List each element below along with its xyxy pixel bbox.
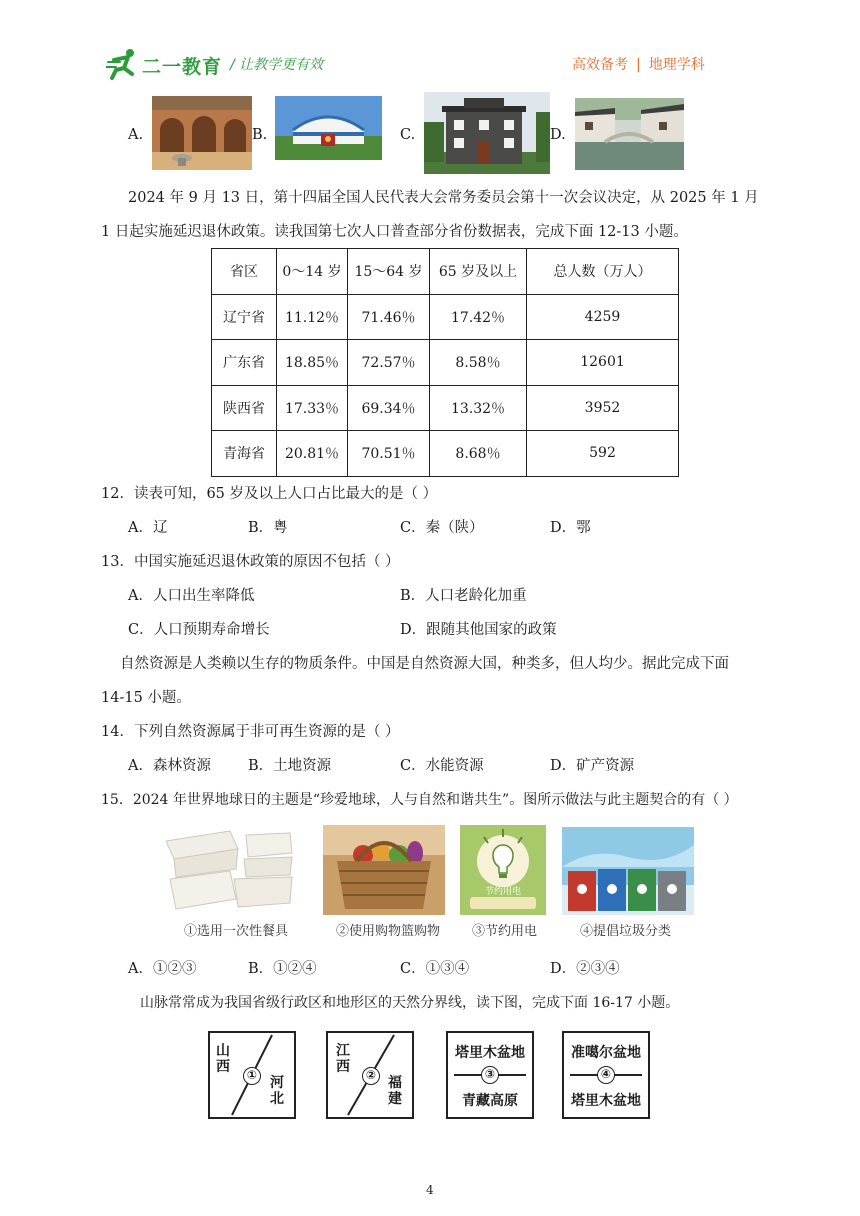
option-letter-a: A. [128, 127, 144, 143]
intro-12-13-line-2: 1 日起实施延迟退休政策。读我国第七次人口普查部分省份数据表，完成下面 12-13 小题。 [101, 224, 688, 240]
question-12-stem: 12．读表可知，65 岁及以上人口占比最大的是（ ） [101, 486, 438, 502]
intro-14-15-line-1: 自然资源是人类赖以生存的物质条件。中国是自然资源大国，种类多，但人均少。据此完成下面 [120, 656, 729, 672]
question-14-stem: 14．下列自然资源属于非可再生资源的是（ ） [101, 724, 400, 740]
q12-option-c: C．秦（陕） [400, 520, 484, 536]
option-letter-d: D. [550, 127, 566, 143]
q12-option-b: B．粤 [248, 520, 288, 536]
caption-2: ②使用购物篮购物 [336, 924, 441, 939]
boundary-box-2 [326, 1031, 414, 1119]
table-cell: 8.68％ [430, 431, 527, 477]
table-cell: 辽宁省 [212, 294, 277, 340]
boundary-number: ② [362, 1067, 380, 1085]
table-cell: 4259 [527, 294, 679, 340]
q15-option-b: B．①②④ [248, 961, 317, 977]
landform-top-label: 准噶尔盆地 [571, 1045, 641, 1061]
intro-16-17: 山脉常常成为我国省级行政区和地形区的天然分界线，读下图，完成下面 16-17 小题。 [140, 995, 680, 1011]
table-cell: 3952 [527, 385, 679, 431]
q13-option-b: B．人口老龄化加重 [400, 588, 527, 604]
poster-title: 节约用电 [484, 887, 521, 897]
caption-3: ③节约用电 [472, 924, 538, 939]
header-subject-tag [572, 54, 705, 74]
stone-tower-house-photo [424, 92, 550, 174]
province-left-label: 江西 [336, 1043, 350, 1075]
q12-option-a: A．辽 [128, 520, 168, 536]
yurt-photo [275, 96, 382, 160]
table-cell: 18.85％ [277, 340, 348, 386]
table-row [212, 385, 679, 431]
intro-14-15-line-2: 14-15 小题。 [101, 690, 191, 706]
table-cell: 11.12％ [277, 294, 348, 340]
boundary-number: ① [243, 1067, 261, 1085]
table-cell: 13.32％ [430, 385, 527, 431]
header-tag-right: 地理学科 [648, 57, 705, 73]
table-row [212, 294, 679, 340]
caption-1: ①选用一次性餐具 [184, 924, 289, 939]
table-cell: 陕西省 [212, 385, 277, 431]
page-number: 4 [426, 1183, 434, 1197]
table-header-cell: 0～14 岁 [277, 249, 348, 295]
table-header-row [212, 249, 679, 295]
brand-logo-text: 二一教育 [142, 56, 223, 78]
q12-option-d: D．鄂 [550, 520, 591, 536]
disposable-tableware-image [160, 823, 296, 915]
header-tag-left: 高效备考 [572, 57, 628, 73]
brand-slogan: / 让教学更有效 [230, 57, 324, 73]
q14-option-a: A．森林资源 [128, 758, 211, 774]
table-cell: 70.51％ [348, 431, 430, 477]
boundary-number: ③ [481, 1066, 499, 1084]
option-letter-c: C. [400, 127, 416, 143]
landform-bottom-label: 塔里木盆地 [571, 1093, 641, 1109]
boundary-box-3 [446, 1031, 534, 1119]
shopping-basket-image [323, 825, 445, 915]
table-cell: 17.33％ [277, 385, 348, 431]
table-cell: 青海省 [212, 431, 277, 477]
cave-dwelling-photo [152, 96, 252, 170]
population-census-table [211, 248, 679, 477]
save-electricity-poster-image [460, 825, 546, 915]
question-15-stem: 15．2024 年世界地球日的主题是“珍爱地球，人与自然和谐共生”。图所示做法与此主题契合的有（ ） [101, 792, 738, 808]
table-cell: 广东省 [212, 340, 277, 386]
q13-option-d: D．跟随其他国家的政策 [400, 622, 557, 638]
table-cell: 592 [527, 431, 679, 477]
header-separator: | [636, 57, 641, 73]
table-cell: 17.42％ [430, 294, 527, 340]
option-letter-b: B. [252, 127, 268, 143]
table-cell: 12601 [527, 340, 679, 386]
table-row [212, 431, 679, 477]
water-town-photo [575, 98, 684, 170]
intro-12-13-line-1: 2024 年 9 月 13 日，第十四届全国人民代表大会常务委员会第十一次会议决定，从 2025 年 1 月 [128, 190, 759, 206]
table-cell: 71.46％ [348, 294, 430, 340]
province-right-label: 河北 [270, 1075, 284, 1107]
boundary-number: ④ [597, 1066, 615, 1084]
q14-option-c: C．水能资源 [400, 758, 484, 774]
garbage-sorting-image [562, 827, 694, 915]
q14-option-b: B．土地资源 [248, 758, 332, 774]
province-left-label: 山西 [216, 1043, 230, 1075]
table-cell: 69.34％ [348, 385, 430, 431]
q15-option-c: C．①③④ [400, 961, 470, 977]
caption-4: ④提倡垃圾分类 [580, 924, 672, 939]
table-cell: 8.58％ [430, 340, 527, 386]
running-figure-logo-icon [106, 48, 140, 80]
question-13-stem: 13．中国实施延迟退休政策的原因不包括（ ） [101, 554, 400, 570]
province-right-label: 福建 [388, 1075, 402, 1107]
table-row [212, 340, 679, 386]
landform-bottom-label: 青藏高原 [462, 1093, 518, 1109]
q15-option-a: A．①②③ [128, 961, 197, 977]
boundary-box-4 [562, 1031, 650, 1119]
q14-option-d: D．矿产资源 [550, 758, 635, 774]
table-header-cell: 总人数（万人） [527, 249, 679, 295]
boundary-box-1 [208, 1031, 296, 1119]
landform-top-label: 塔里木盆地 [455, 1045, 525, 1061]
q15-option-d: D．②③④ [550, 961, 620, 977]
table-cell: 72.57％ [348, 340, 430, 386]
table-header-cell: 15～64 岁 [348, 249, 430, 295]
q13-option-c: C．人口预期寿命增长 [128, 622, 270, 638]
table-cell: 20.81％ [277, 431, 348, 477]
q13-option-a: A．人口出生率降低 [128, 588, 255, 604]
table-header-cell: 省区 [212, 249, 277, 295]
table-header-cell: 65 岁及以上 [430, 249, 527, 295]
